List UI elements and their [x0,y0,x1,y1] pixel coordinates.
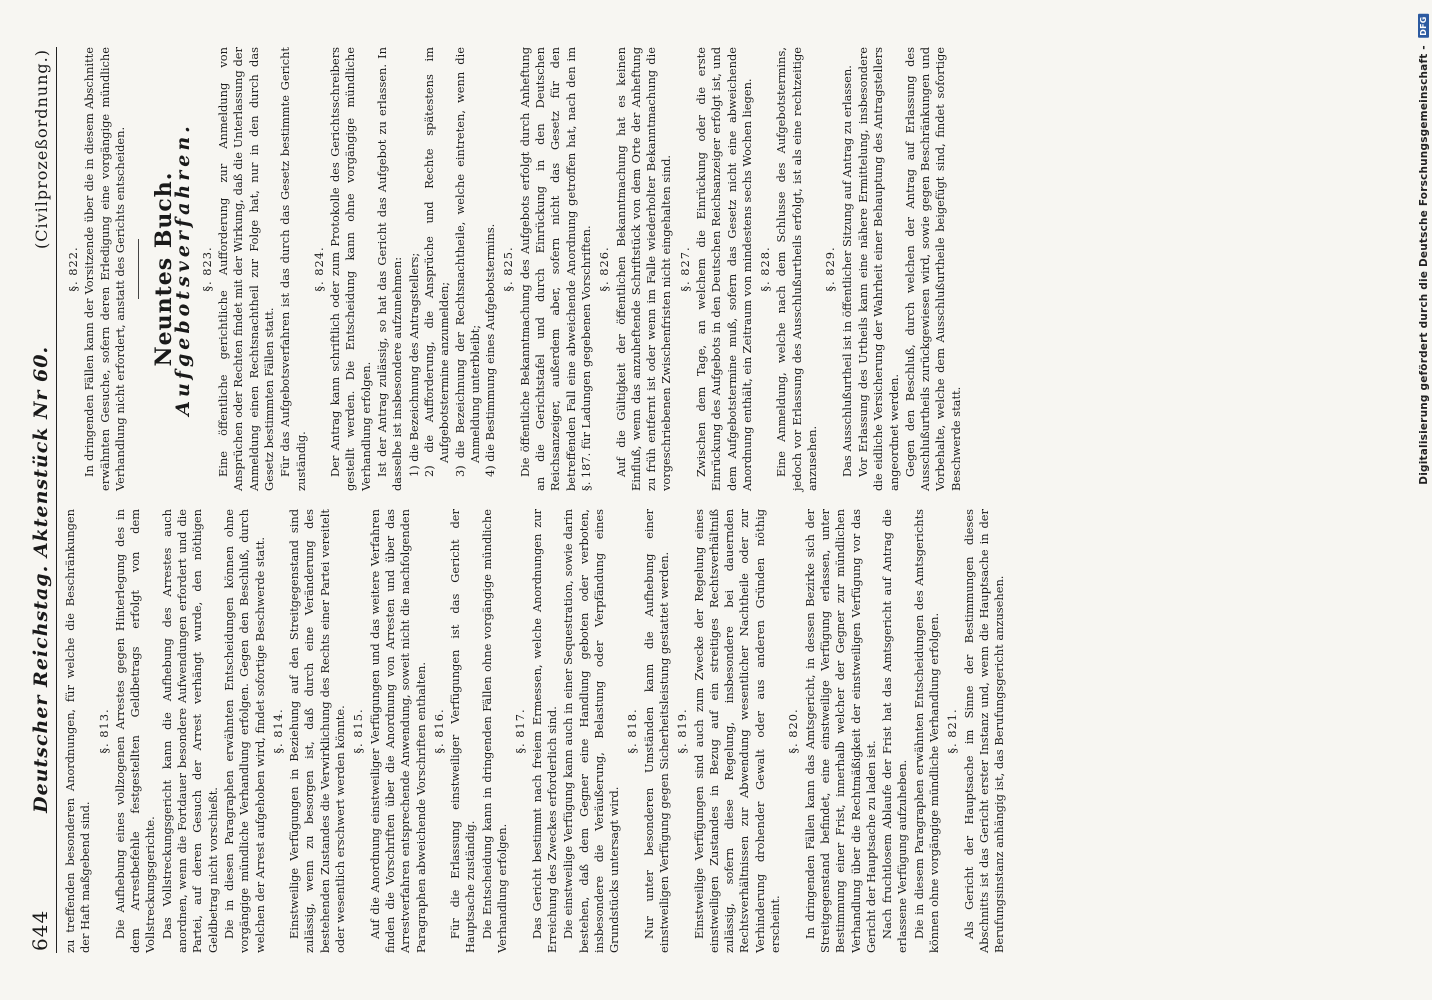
book-subtitle: Aufgebotsverfahren. [172,122,195,416]
paragraph: Einstweilige Verfügungen in Beziehung auf den Streitgegenstand sind zulässig, wenn zu besorgen ist, daß durch eine Veränderung des bestehenden Zustandes die Verwirklichung des Rechts einer Partei vereitelt oder wesentlich erschwert werden könnte. [287,509,348,953]
paragraph: zu treffenden besonderen Anordnungen, für welche die Beschränkungen der Haft maßgebend sind. [63,509,93,953]
paragraph: Für die Erlassung einstweiliger Verfügungen ist das Gericht der Hauptsache zuständig. [448,509,478,953]
paragraph: Die einstweilige Verfügung kann auch in einer Sequestration, sowie darin bestehen, daß dem Gegner eine Handlung geboten oder verboten, insbesondere die Veräußerung, Belastung oder Verpfändung eines Grundstücks untersagt wird. [561,509,622,953]
paragraph: Ist der Antrag zulässig, so hat das Gericht das Aufgebot zu erlassen. In dasselbe ist insbesondere aufzunehmen: [375,47,405,491]
section-heading: §. 820. [786,708,801,754]
section-heading: §. 828. [758,246,773,292]
section-heading: §. 818. [625,708,640,754]
enumerated-list [407,47,499,477]
section-heading: §. 815. [351,708,366,754]
paragraph: Einstweilige Verfügungen sind auch zum Zwecke der Regelung eines einstweiligen Zustandes in Bezug auf ein streitiges Rechtsverhältniß zulässig, sofern diese Regelung, insbesondere bei dauernden Rechtsverhältnissen zur Abwendung wesentlicher Nachtheile oder zur Verhinderung drohender Gewalt oder aus anderen Gründen nöthig erscheint. [691,509,783,953]
paragraph: Zwischen dem Tage, an welchem die Einrückung oder die erste Einrückung des Aufgebots in den Deutschen Reichsanzeiger erfolgt ist, und dem Aufgebotstermine muß, sofern das Gesetz nicht eine abweichende Anordnung enthält, ein Zeitraum von mindestens sechs Wochen liegen. [693,47,754,491]
paragraph: Das Vollstreckungsgericht kann die Aufhebung des Arrestes auch anordnen, wenn die Fortdauer besondere Aufwendungen erfordert und die Partei, auf deren Gesuch der Arrest verhängt wurde, den nöthigen Geldbetrag nicht vorschießt. [159,509,220,953]
running-title: Deutscher Reichstag. Aktenstück Nr 60. [30,345,52,813]
section-heading: §. 822. [66,246,80,292]
section-heading: §. 826. [597,246,612,292]
text-columns [63,47,1009,953]
column-left [63,509,1009,953]
credit-text: Digitalisierung gefördert durch die Deutsche Forschungsgemeinschaft - [1418,45,1430,485]
paragraph: In dringenden Fällen kann der Vorsitzende über die in diesem Abschnitte erwähnten Gesuche, sofern deren Erledigung eine vorgängige mündliche Verhandlung nicht erfordert, anstatt des Gerichts entscheiden. [82,47,127,491]
section-heading: §. 827. [677,246,692,292]
paragraph: Nur unter besonderen Umständen kann die Aufhebung einer einstweiligen Verfügung gegen Sicherheitsleistung gestattet werden. [641,509,671,953]
list-item: 4) die Bestimmung eines Aufgebotstermins. [483,223,498,477]
paragraph: Auf die Gültigkeit der öffentlichen Bekanntmachung hat es keinen Einfluß, wenn das anzuheftende Schriftstück von dem Orte der Anheftung zu früh entfernt ist oder wenn im Falle wiederholter Bekanntmachung die vorgeschriebenen Zwischenfristen nicht eingehalten sind. [613,47,674,491]
list-item: 3) die Bezeichnung der Rechtsnachtheile, welche eintreten, wenn die Anmeldung unterbleibt; [452,47,482,477]
paragraph: Das Ausschlußurtheil ist in öffentlicher Sitzung auf Antrag zu erlassen. [839,65,854,477]
paragraph: Die in diesem Paragraphen erwähnten Entscheidungen des Amtsgerichts können ohne vorgängige mündliche Verhandlung erfolgen. [911,509,942,953]
dfg-logo-badge: DFG [1419,16,1428,36]
section-heading: §. 814. [270,708,285,754]
running-header [28,47,57,953]
paragraph: Eine öffentliche gerichtliche Aufforderung zur Anmeldung von Ansprüchen oder Rechten findet mit der Wirkung, daß die Unterlassung der Anmeldung einen Rechtsnachtheil zur Folge hat, nur in den durch das Gesetz bestimmten Fällen statt. [216,47,276,491]
paragraph: Der Antrag kann schriftlich oder zum Protokolle des Gerichtsschreibers gestellt werden. Die Entscheidung kann ohne vorgängige mündliche Verhandlung erfolgen. [328,47,373,491]
paragraph: Die in diesen Paragraphen erwähnten Entscheidungen können ohne vorgängige mündliche Verhandlung erfolgen. Gegen den Beschluß, durch welchen der Arrest aufgehoben wird, findet sofortige Beschwerde statt. [221,509,267,953]
list-item: 1) die Bezeichnung des Antragstellers; [406,252,421,477]
digitization-credit [1418,14,1430,485]
paragraph: Gegen den Beschluß, durch welchen der Antrag auf Erlassung des Ausschlußurtheils zurückgewiesen wird, sowie gegen Beschränkungen und Vorbehalte, welche dem Ausschlußurtheile beigefügt sind, findet sofortige Beschwerde statt. [902,47,963,491]
paragraph: Eine Anmeldung, welche nach dem Schlusse des Aufgebotstermins, jedoch vor Erlassung des Ausschlußurtheils erfolgt, ist als eine rechtzeitige anzusehen. [774,47,820,491]
paragraph: Die öffentliche Bekanntmachung des Aufgebots erfolgt durch Anheftung an die Gerichtstafel und durch Einrückung in den Deutschen Reichsanzeiger, außerdem aber, sofern nicht das Gesetz für den betreffenden Fall eine abweichende Anordnung getroffen hat, nach den im §. 187. für Ladungen gegebenen Vorschriften. [517,47,593,491]
paragraph: Als Gericht der Hauptsache im Sinne der Bestimmungen dieses Abschnitts ist das Gericht erster Instanz und, wenn die Hauptsache in der Berufungsinstanz anhängig ist, das Berufungsgericht anzusehen. [961,509,1007,953]
section-heading: §. 816. [431,708,446,754]
document-page [20,25,1380,975]
paragraph: Für das Aufgebotsverfahren ist das durch das Gesetz bestimmte Gericht zuständig. [278,47,308,491]
section-heading: §. 813. [96,708,111,754]
section-heading: §. 825. [501,246,516,292]
paragraph: Die Entscheidung kann in dringenden Fällen ohne vorgängige mündliche Verhandlung erfolgen. [479,509,510,953]
paragraph: Auf die Anordnung einstweiliger Verfügungen und das weitere Verfahren finden die Vorschriften über die Anordnung von Arresten und über das Arrestverfahren entsprechende Anwendung, soweit nicht die nachfolgenden Paragraphen abweichende Vorschriften enthalten. [367,509,428,953]
column-right [63,47,1009,491]
paragraph: Vor Erlassung des Urtheils kann eine nähere Ermittelung, insbesondere die eidliche Versicherung der Wahrheit einer Behauptung des Antragstellers angeordnet werden. [855,47,901,491]
list-item: 2) die Aufforderung, die Ansprüche und Rechte spätestens im Aufgebotstermine anzumelden; [421,47,452,477]
section-heading: §. 817. [513,708,528,754]
book-title: Neuntes Buch. [151,171,178,367]
running-subtitle: (Civilprozeßordnung.) [32,49,51,249]
section-heading: §. 829. [823,246,838,292]
paragraph: In dringenden Fällen kann das Amtsgericht, in dessen Bezirke sich der Streitgegenstand befindet, eine einstweilige Verfügung erlassen, unter Bestimmung einer Frist, innerhalb welcher der Gegner zur mündlichen Verhandlung über die Rechtmäßigkeit der einstweiligen Verfügung vor das Gericht der Hauptsache zu laden ist. [802,509,878,953]
section-heading: §. 824. [311,246,326,292]
paragraph: Nach fruchtlosem Ablaufe der Frist hat das Amtsgericht auf Antrag die erlassene Verfügung aufzuheben. [880,509,910,953]
paragraph: Das Gericht bestimmt nach freiem Ermessen, welche Anordnungen zur Erreichung des Zweckes erforderlich sind. [529,509,559,953]
section-heading: §. 819. [675,708,690,754]
paragraph: Die Aufhebung eines vollzogenen Arrestes gegen Hinterlegung des in dem Arrestbefehle festgestellten Geldbetrags erfolgt von dem Vollstreckungsgerichte. [112,509,158,953]
divider [138,239,139,299]
section-heading: §. 821. [945,708,960,754]
page-number: 644 [28,909,52,951]
section-heading: §. 823. [199,246,214,292]
